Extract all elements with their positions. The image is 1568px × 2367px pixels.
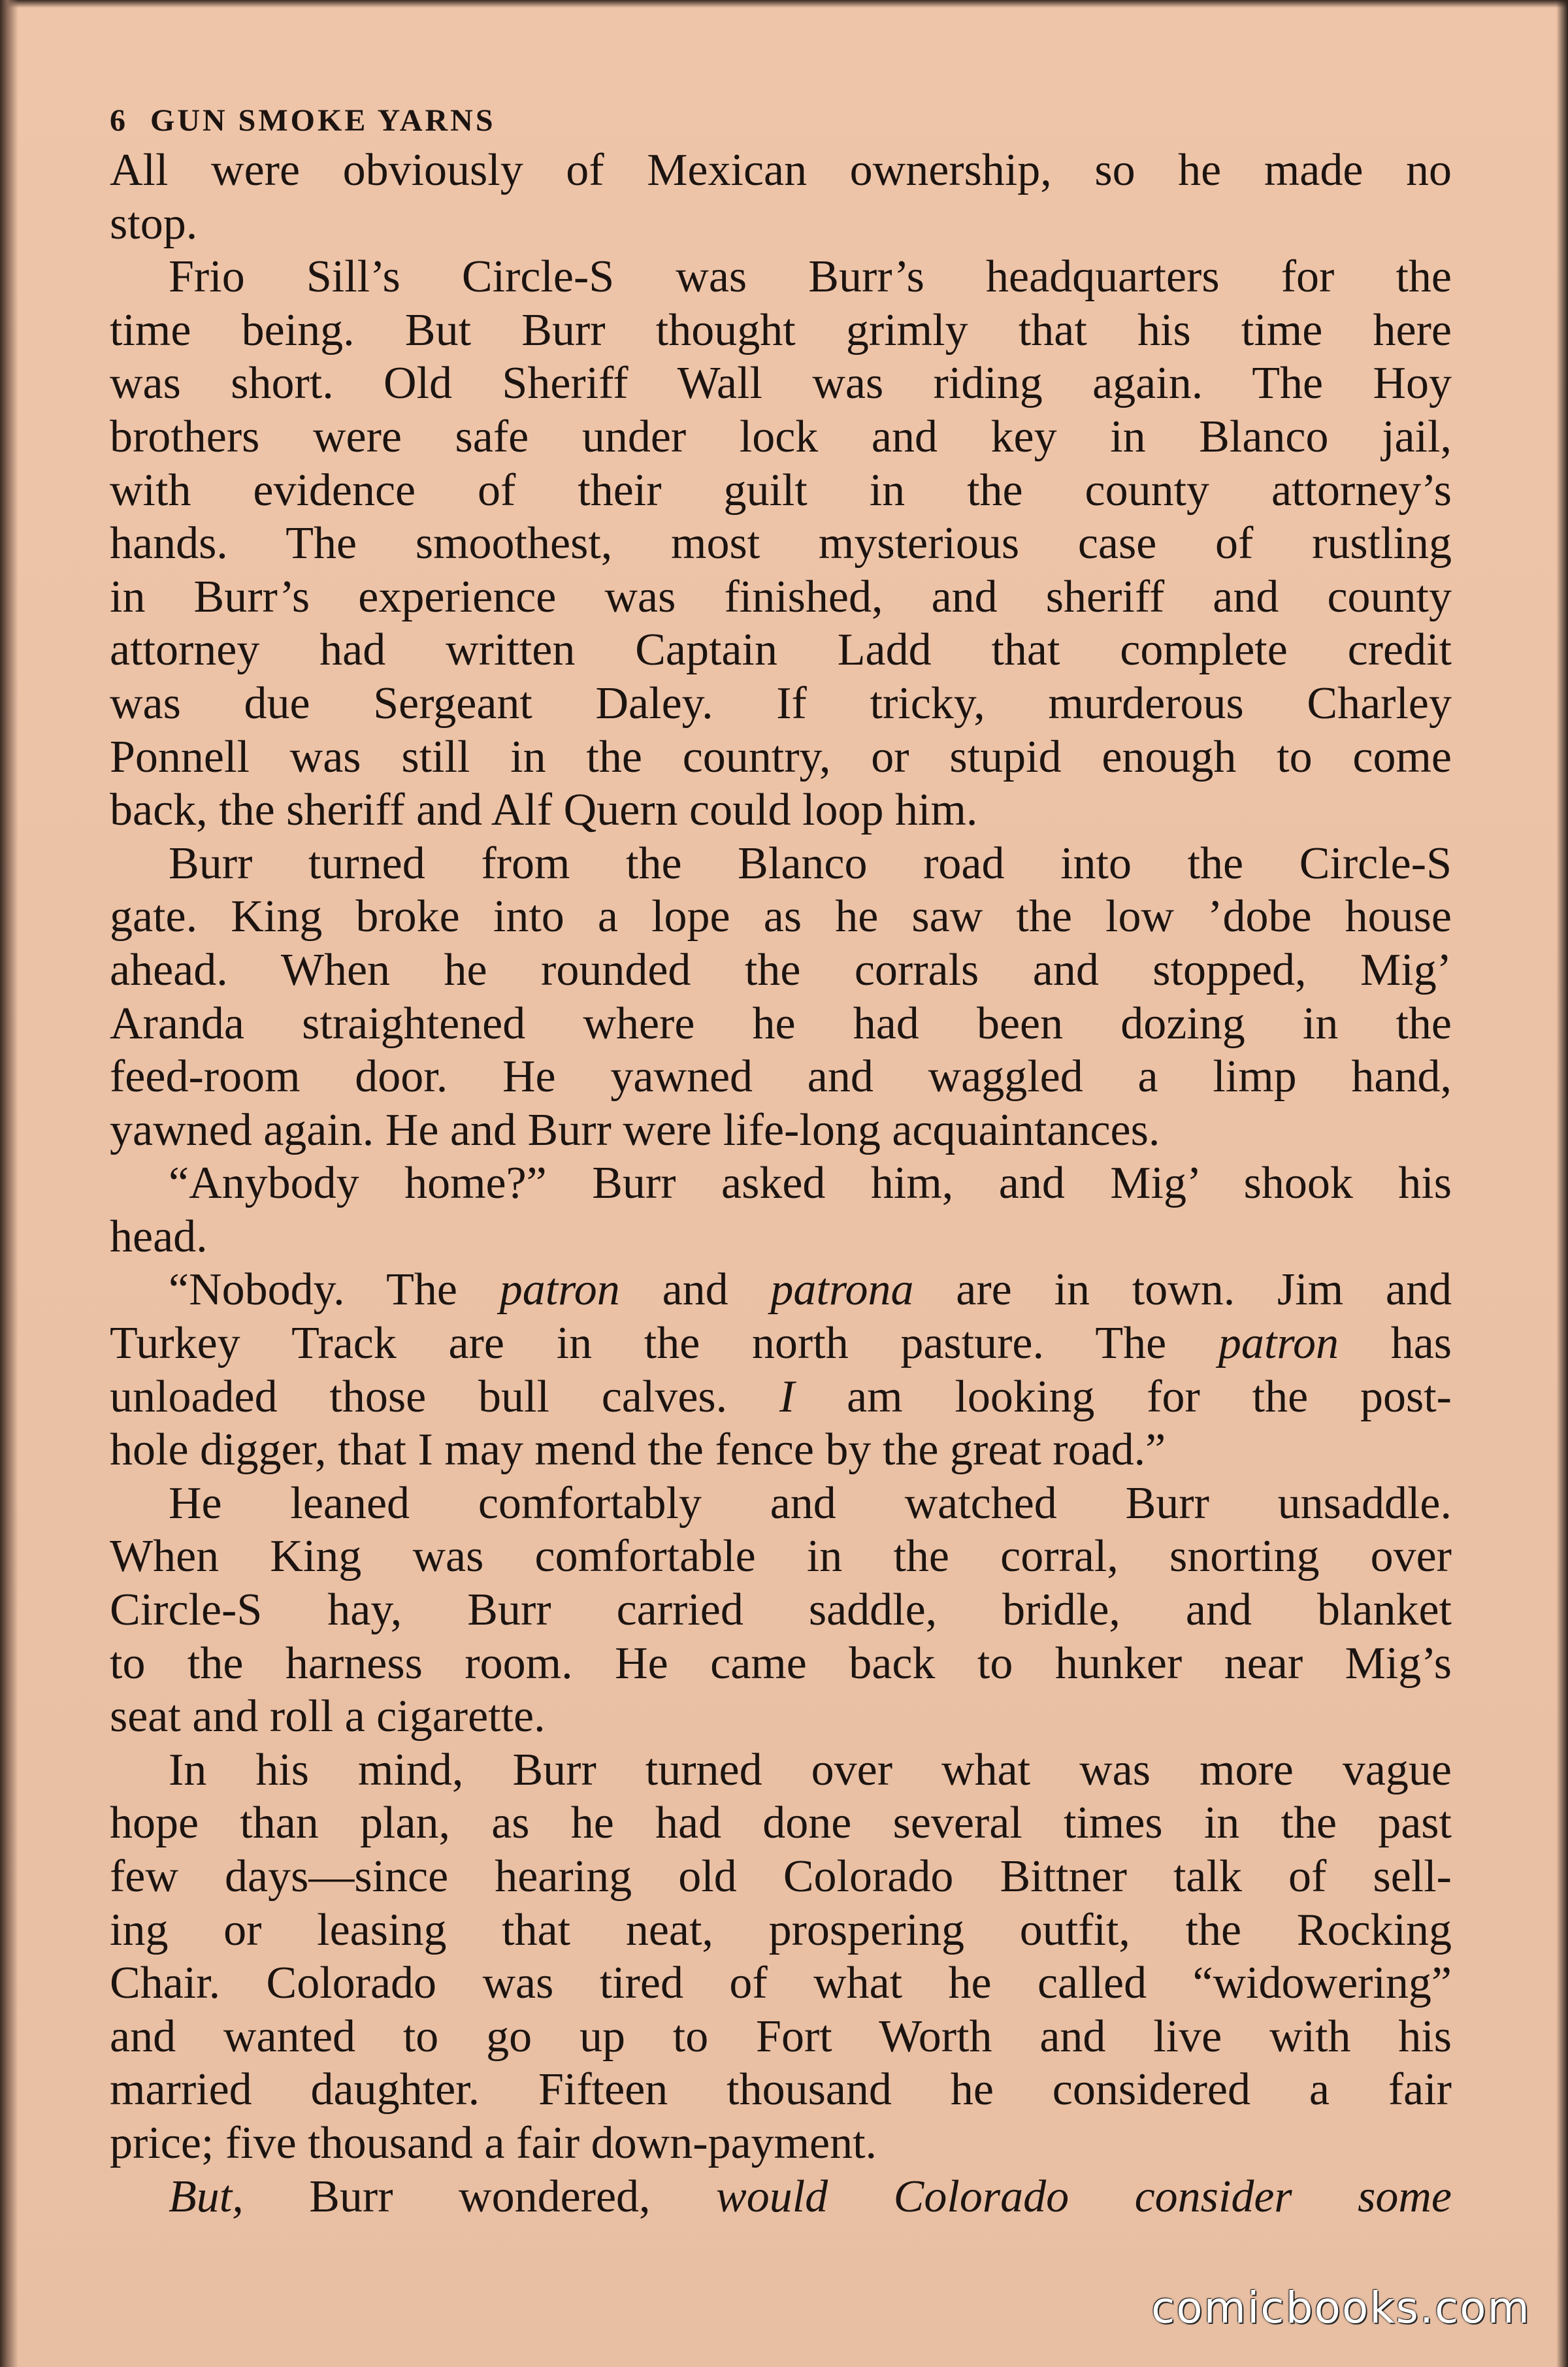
text-line [110,1210,1452,1264]
text-line [110,1796,1452,1850]
page-number: 6 [110,103,128,138]
italic-text: patrona [770,1265,914,1316]
text-run: “Nobody. The [169,1265,500,1316]
text-line [110,677,1452,731]
text-run: in Burr’s experience was finished, and sheriff and county [110,571,1452,622]
body-text [110,144,1452,2223]
page-edge-top [0,0,1568,8]
text-line [110,784,1452,837]
text-line [110,1637,1452,1691]
page-edge-left [0,0,18,2367]
text-run: to the harness room. He came back to hunker near Mig’s [110,1638,1452,1689]
italic-text: would Colorado consider some [716,2171,1452,2222]
italic-text: patron [1218,1318,1339,1369]
text-run: gate. King broke into a lope as he saw the low ’dobe house [110,891,1452,942]
text-line [110,1104,1452,1157]
text-line [110,2170,1452,2224]
text-run: attorney had written Captain Ladd that complete credit [110,625,1452,676]
text-line [110,1850,1452,1904]
text-line [110,1263,1452,1317]
text-run: brothers were safe under lock and key in Blanco jail, [110,411,1452,462]
text-line [110,1690,1452,1744]
text-run: ing or leasing that neat, prospering outfit, the Rocking [110,1904,1452,1955]
text-line [110,410,1452,464]
text-line [110,1904,1452,1957]
watermark: comicbooks.com [1151,2283,1531,2333]
text-run: All were obviously of Mexican ownership, so he made no [110,145,1452,195]
text-run: time being. But Burr thought grimly that his time here [110,305,1452,356]
text-line [110,890,1452,944]
text-run: head. [110,1211,208,1262]
text-block [110,98,1452,2223]
italic-text: I [779,1371,795,1422]
running-head-title: GUN SMOKE YARNS [150,103,496,138]
text-run: stop. [110,198,198,249]
text-run: was short. Old Sheriff Wall was riding again. The Hoy [110,358,1452,409]
text-run: am looking for the post- [794,1371,1452,1422]
text-line [110,1423,1452,1477]
text-line [110,997,1452,1051]
text-line [110,197,1452,251]
text-line [110,1050,1452,1104]
text-run: seat and roll a cigarette. [110,1691,546,1742]
text-run: hands. The smoothest, most mysterious case of rustling [110,518,1452,569]
text-line [110,1370,1452,1424]
text-line [110,2063,1452,2117]
text-line [110,731,1452,784]
text-line [110,250,1452,304]
text-run: He leaned comfortably and watched Burr unsaddle. [169,1478,1452,1529]
text-run: Ponnell was still in the country, or stupid enough to come [110,731,1452,782]
text-run: and wanted to go up to Fort Worth and live with his [110,2011,1452,2062]
text-run: Burr turned from the Blanco road into the Circle-S [169,838,1452,889]
italic-text: But, [169,2171,244,2222]
text-run: Frio Sill’s Circle-S was Burr’s headquarters for the [169,252,1452,303]
text-run: are in town. Jim and [913,1265,1452,1316]
text-line [110,837,1452,891]
text-run: and [619,1265,771,1316]
text-run: married daughter. Fifteen thousand he considered a fair [110,2064,1452,2115]
text-run: unloaded those bull calves. [110,1371,779,1422]
text-line [110,571,1452,624]
text-line [110,464,1452,518]
text-run: hole digger, that I may mend the fence by the great road.” [110,1425,1166,1476]
text-run: Circle-S hay, Burr carried saddle, bridle, and blanket [110,1585,1452,1636]
text-run: When King was comfortable in the corral, snorting over [110,1531,1452,1582]
text-line [110,144,1452,197]
text-line [110,623,1452,677]
text-line [110,357,1452,410]
text-run: “Anybody home?” Burr asked him, and Mig’ shook his [169,1158,1452,1209]
text-line [110,304,1452,357]
text-run: hope than plan, as he had done several times in the past [110,1798,1452,1849]
italic-text: patron [499,1265,620,1316]
text-line [110,1583,1452,1637]
text-run: feed-room door. He yawned and waggled a limp hand, [110,1051,1452,1102]
text-line [110,1317,1452,1370]
text-line [110,517,1452,571]
text-run: few days—since hearing old Colorado Bittner talk of sell- [110,1851,1452,1902]
text-line [110,1530,1452,1583]
page-edge-right [1556,0,1568,2367]
text-run: was due Sergeant Daley. If tricky, murderous Charley [110,678,1452,729]
text-run: ahead. When he rounded the corrals and stopped, Mig’ [110,944,1452,995]
text-run: with evidence of their guilt in the county attorney’s [110,465,1452,516]
text-line [110,2010,1452,2064]
text-line [110,1957,1452,2010]
text-run: Turkey Track are in the north pasture. The [110,1318,1218,1369]
text-run: Chair. Colorado was tired of what he called “widowering” [110,1958,1452,2009]
text-line [110,944,1452,997]
text-line [110,1744,1452,1797]
text-run: price; five thousand a fair down-payment. [110,2117,877,2168]
text-run: Burr wondered, [243,2171,717,2222]
text-run: has [1339,1318,1452,1369]
running-head [110,98,1452,144]
text-run: Aranda straightened where he had been dozing in the [110,998,1452,1049]
text-run: back, the sheriff and Alf Quern could loop him. [110,785,978,836]
text-line [110,1477,1452,1531]
text-run: yawned again. He and Burr were life-long acquaintances. [110,1104,1160,1155]
text-line [110,1157,1452,1210]
text-line [110,2117,1452,2170]
text-run: In his mind, Burr turned over what was more vague [169,1744,1452,1795]
